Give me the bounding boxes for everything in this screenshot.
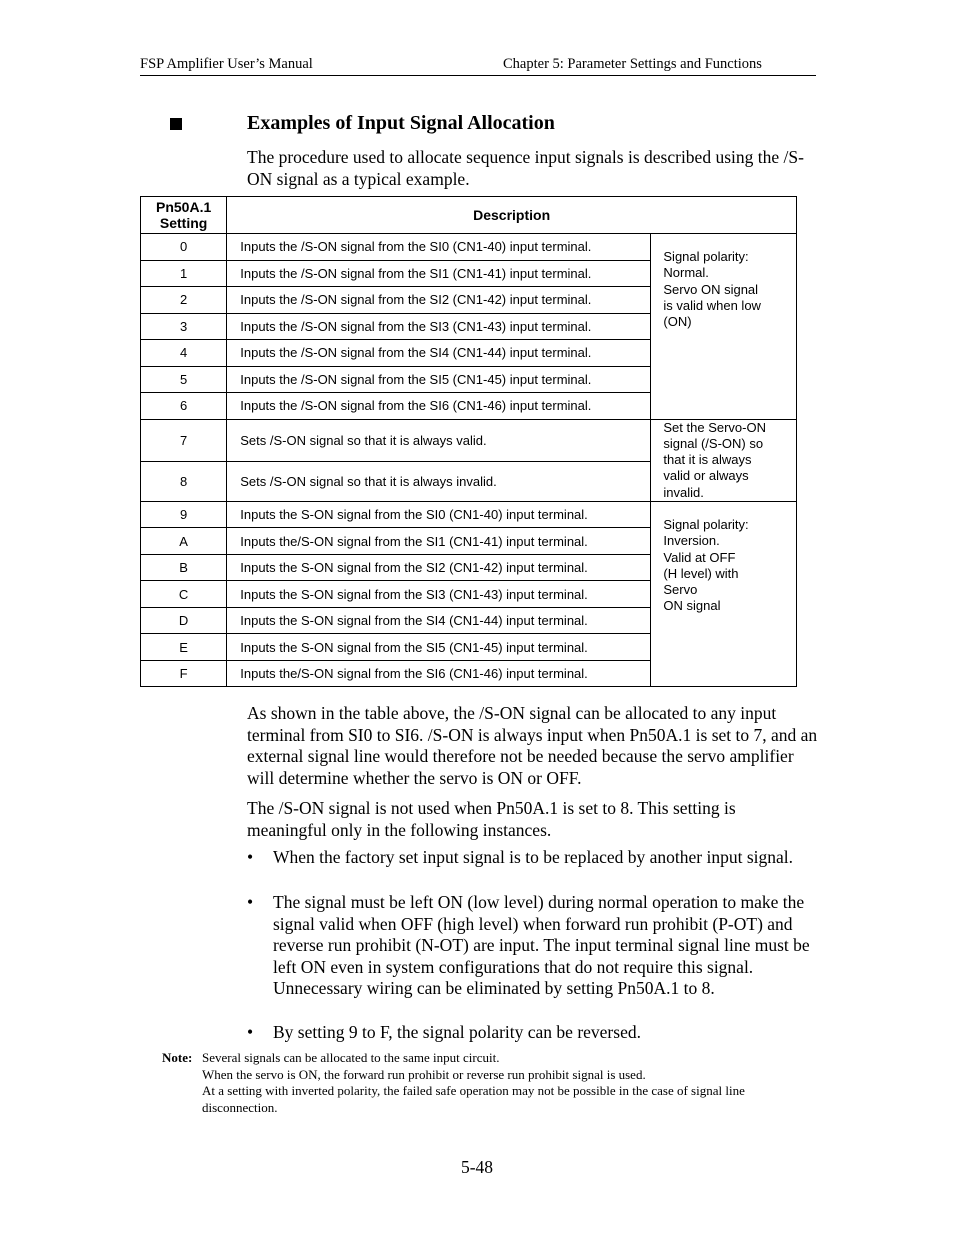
table-row bbox=[141, 501, 797, 528]
description-cell: Sets /S-ON signal so that it is always invalid. bbox=[227, 462, 651, 502]
column-header-description: Description bbox=[227, 197, 797, 234]
bullet-dot-icon: • bbox=[247, 892, 254, 912]
note-lines bbox=[202, 1050, 802, 1116]
description-cell: Inputs the /S-ON signal from the SI2 (CN1-42) input terminal. bbox=[227, 287, 651, 314]
setting-cell: 5 bbox=[141, 366, 227, 393]
section-bullet-icon bbox=[170, 118, 182, 130]
body-paragraph-1: As shown in the table above, the /S-ON signal can be allocated to any input terminal from SI0 to SI6. /S-ON is always input when Pn50A.1 is set to 7, and an external signal line would therefore not be needed because the servo amplifier will determine whether the servo is ON or OFF. bbox=[247, 703, 818, 788]
bullet-dot-icon: • bbox=[247, 847, 254, 867]
always-valid-note-cell: Set the Servo-ON signal (/S-ON) so that it is always valid or always invalid. bbox=[651, 419, 797, 501]
polarity-note-cell: Signal polarity: Normal. Servo ON signal is valid when low (ON) bbox=[651, 234, 797, 420]
section-title: Examples of Input Signal Allocation bbox=[247, 112, 555, 134]
description-cell: Inputs the /S-ON signal from the SI1 (CN1-41) input terminal. bbox=[227, 260, 651, 287]
column-header-setting: Pn50A.1 Setting bbox=[141, 197, 227, 234]
setting-cell: D bbox=[141, 607, 227, 634]
description-cell: Inputs the /S-ON signal from the SI0 (CN1-40) input terminal. bbox=[227, 234, 651, 261]
setting-cell: C bbox=[141, 581, 227, 608]
header-rule bbox=[140, 75, 816, 76]
description-cell: Sets /S-ON signal so that it is always valid. bbox=[227, 419, 651, 462]
setting-cell: E bbox=[141, 634, 227, 661]
allocation-table bbox=[140, 196, 797, 687]
setting-cell: B bbox=[141, 554, 227, 581]
bullet-item-1: • When the factory set input signal is to be replaced by another input signal. bbox=[247, 847, 793, 867]
description-cell: Inputs the S-ON signal from the SI4 (CN1-44) input terminal. bbox=[227, 607, 651, 634]
page-number: 5-48 bbox=[460, 1157, 494, 1177]
description-cell: Inputs the S-ON signal from the SI2 (CN1-42) input terminal. bbox=[227, 554, 651, 581]
setting-cell: 3 bbox=[141, 313, 227, 340]
setting-cell: A bbox=[141, 528, 227, 555]
body-paragraph-2: The /S-ON signal is not used when Pn50A.1 is set to 8. This setting is meaningful only in the following instances. bbox=[247, 798, 736, 840]
description-cell: Inputs the/S-ON signal from the SI6 (CN1-46) input terminal. bbox=[227, 660, 651, 687]
setting-cell: 0 bbox=[141, 234, 227, 261]
bullet-dot-icon: • bbox=[247, 1022, 254, 1042]
bullet-item-3: • By setting 9 to F, the signal polarity can be reversed. bbox=[247, 1022, 641, 1042]
note-label: Note: bbox=[162, 1050, 193, 1065]
table-header-row bbox=[141, 197, 797, 234]
page-header-right: Chapter 5: Parameter Settings and Functions bbox=[503, 56, 762, 72]
description-cell: Inputs the/S-ON signal from the SI1 (CN1-41) input terminal. bbox=[227, 528, 651, 555]
description-cell: Inputs the S-ON signal from the SI0 (CN1-40) input terminal. bbox=[227, 501, 651, 528]
note-line: When the servo is ON, the forward run prohibit or reverse run prohibit signal is used. bbox=[202, 1066, 646, 1082]
description-cell: Inputs the S-ON signal from the SI5 (CN1-45) input terminal. bbox=[227, 634, 651, 661]
setting-cell: 1 bbox=[141, 260, 227, 287]
setting-cell: F bbox=[141, 660, 227, 687]
description-cell: Inputs the S-ON signal from the SI3 (CN1-43) input terminal. bbox=[227, 581, 651, 608]
note-line: Several signals can be allocated to the same input circuit. bbox=[202, 1050, 500, 1065]
setting-cell: 7 bbox=[141, 419, 227, 462]
section-intro: The procedure used to allocate sequence input signals is described using the /S-ON signal as a typical example. bbox=[247, 147, 804, 189]
setting-cell: 8 bbox=[141, 462, 227, 502]
inverted-polarity-note-cell: Signal polarity: Inversion. Valid at OFF (H level) with Servo ON signal bbox=[651, 501, 797, 687]
setting-cell: 6 bbox=[141, 393, 227, 420]
description-cell: Inputs the /S-ON signal from the SI6 (CN1-46) input terminal. bbox=[227, 393, 651, 420]
table-row bbox=[141, 419, 797, 462]
table-row bbox=[141, 234, 797, 261]
description-cell: Inputs the /S-ON signal from the SI3 (CN1-43) input terminal. bbox=[227, 313, 651, 340]
setting-cell: 9 bbox=[141, 501, 227, 528]
description-cell: Inputs the /S-ON signal from the SI5 (CN1-45) input terminal. bbox=[227, 366, 651, 393]
page-header-left: FSP Amplifier User’s Manual bbox=[140, 56, 313, 72]
setting-cell: 4 bbox=[141, 340, 227, 367]
note-line: At a setting with inverted polarity, the failed safe operation may not be possible in the case of signal line disconnection. bbox=[202, 1083, 745, 1115]
setting-cell: 2 bbox=[141, 287, 227, 314]
bullet-item-2: • The signal must be left ON (low level) during normal operation to make the signal valid when OFF (high level) when forward run prohibit (P-OT) and reverse run prohibit (N-OT) are input. The input terminal signal line must be left ON even in system configurations that do not require this signal. Unnecessary wiring can be eliminated by setting Pn50A.1 to 8. bbox=[247, 892, 810, 998]
description-cell: Inputs the /S-ON signal from the SI4 (CN1-44) input terminal. bbox=[227, 340, 651, 367]
